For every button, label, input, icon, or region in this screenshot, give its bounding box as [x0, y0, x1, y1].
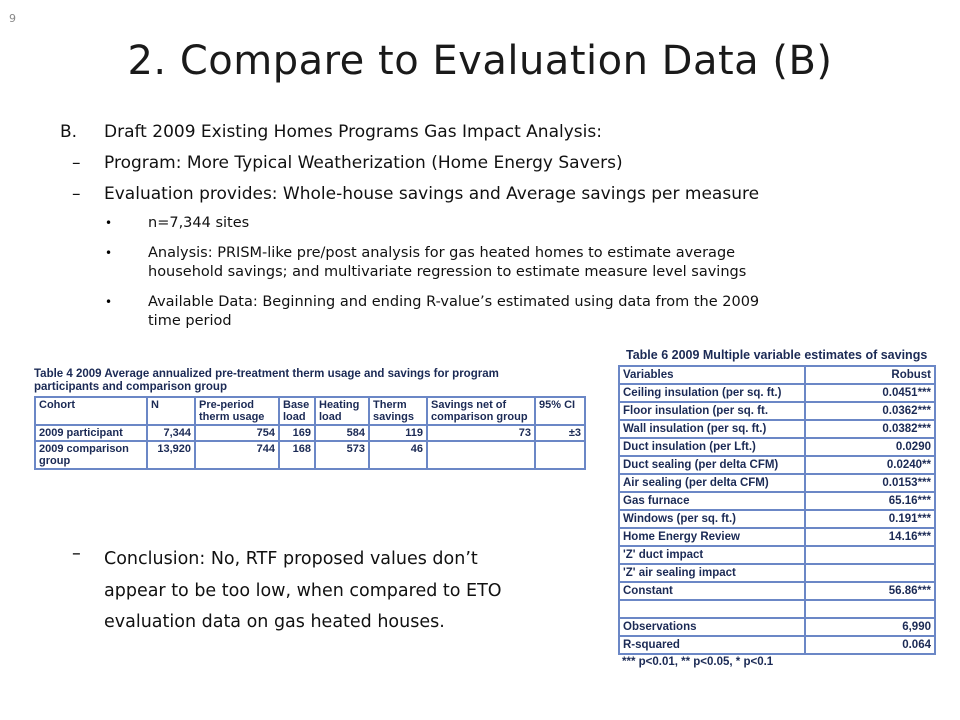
heading-marker: B. — [60, 122, 78, 142]
bullet-line: Available Data: Beginning and ending R-value’s estimated using data from the 2009 — [148, 294, 760, 310]
bullet-marker: • — [105, 295, 113, 309]
table-cell: 46 — [369, 441, 427, 469]
table-cell: 0.0153*** — [805, 474, 935, 492]
table-header-cell: 95% CI — [535, 397, 585, 425]
table-cell: 2009 participant — [35, 425, 147, 441]
table-header-row — [619, 366, 935, 384]
slide-title: 2. Compare to Evaluation Data (B) — [127, 38, 833, 84]
dash-marker: – — [72, 153, 81, 173]
table-cell: 0.0290 — [805, 438, 935, 456]
conclusion-marker: – — [72, 544, 81, 564]
table-cell: Air sealing (per delta CFM) — [619, 474, 805, 492]
table-row — [619, 636, 935, 654]
table-header-cell: Pre-period therm usage — [195, 397, 279, 425]
table-header-cell: Cohort — [35, 397, 147, 425]
table-cell: 169 — [279, 425, 315, 441]
table-cell: 0.0240** — [805, 456, 935, 474]
bullet-sites — [148, 214, 249, 233]
table-cell: 'Z' air sealing impact — [619, 564, 805, 582]
table4 — [34, 396, 586, 470]
table-row — [619, 420, 935, 438]
bullet-marker: • — [105, 216, 113, 230]
table-row — [619, 456, 935, 474]
table-cell: 13,920 — [147, 441, 195, 469]
table6-figure — [608, 343, 958, 668]
table-cell: Home Energy Review — [619, 528, 805, 546]
bullet-available-data — [148, 293, 759, 331]
table-row — [619, 384, 935, 402]
table-cell: 0.064 — [805, 636, 935, 654]
conclusion-line: appear to be too low, when compared to ETO — [104, 580, 502, 601]
table-header-cell: Heating load — [315, 397, 369, 425]
bullet-line: n=7,344 sites — [148, 215, 250, 231]
table-row — [619, 582, 935, 600]
table-row — [35, 441, 585, 469]
table-cell — [619, 600, 805, 618]
table-header-cell: Therm savings — [369, 397, 427, 425]
table-row — [619, 492, 935, 510]
table-cell: 573 — [315, 441, 369, 469]
bullet-line: time period — [148, 313, 232, 329]
table-cell: 14.16*** — [805, 528, 935, 546]
table-row — [619, 564, 935, 582]
conclusion-line: Conclusion: No, RTF proposed values don’t — [104, 549, 478, 569]
table-cell: 0.0382*** — [805, 420, 935, 438]
table-cell: Ceiling insulation (per sq. ft.) — [619, 384, 805, 402]
table-cell — [805, 600, 935, 618]
table-cell: 'Z' duct impact — [619, 546, 805, 564]
table-cell: 0.0451*** — [805, 384, 935, 402]
dash-program: Program: More Typical Weatherization (Home Energy Savers) — [104, 153, 623, 173]
table-cell: Duct sealing (per delta CFM) — [619, 456, 805, 474]
table-cell: Duct insulation (per Lft.) — [619, 438, 805, 456]
table-cell: 7,344 — [147, 425, 195, 441]
table-header-cell: Base load — [279, 397, 315, 425]
table-cell: Wall insulation (per sq. ft.) — [619, 420, 805, 438]
table-header-cell: N — [147, 397, 195, 425]
table-cell — [805, 546, 935, 564]
table-cell — [805, 564, 935, 582]
table-row — [619, 510, 935, 528]
table-cell: Constant — [619, 582, 805, 600]
table4-figure — [34, 368, 596, 483]
table-cell: 56.86*** — [805, 582, 935, 600]
table-cell: 6,990 — [805, 618, 935, 636]
dash-marker: – — [72, 184, 81, 204]
table-row — [619, 474, 935, 492]
table-row — [619, 402, 935, 420]
table-cell: 754 — [195, 425, 279, 441]
table-row — [619, 438, 935, 456]
table6-footnote: *** p<0.01, ** p<0.05, * p<0.1 — [622, 656, 774, 668]
bullet-analysis — [148, 244, 746, 282]
table-cell: ±3 — [535, 425, 585, 441]
table6-caption: Table 6 2009 Multiple variable estimates of savings — [626, 348, 928, 362]
table-cell: 0.191*** — [805, 510, 935, 528]
table-cell: 2009 comparison group — [35, 441, 147, 469]
table-cell: 744 — [195, 441, 279, 469]
table-cell: 584 — [315, 425, 369, 441]
table-cell: Observations — [619, 618, 805, 636]
table-cell — [535, 441, 585, 469]
table-cell: 65.16*** — [805, 492, 935, 510]
table-row — [619, 546, 935, 564]
table-header-cell: Robust — [805, 366, 935, 384]
table-cell: 168 — [279, 441, 315, 469]
table-cell: 119 — [369, 425, 427, 441]
conclusion-text — [104, 544, 502, 639]
table-row — [35, 425, 585, 441]
table-cell — [427, 441, 535, 469]
table-header-cell: Savings net of comparison group — [427, 397, 535, 425]
bullet-line: household savings; and multivariate regression to estimate measure level savings — [148, 264, 747, 280]
conclusion-line: evaluation data on gas heated houses. — [104, 612, 445, 632]
slide-number: 9 — [9, 12, 16, 25]
bullet-line: Analysis: PRISM-like pre/post analysis for gas heated homes to estimate average — [148, 245, 736, 261]
table-row — [619, 600, 935, 618]
heading-text: Draft 2009 Existing Homes Programs Gas Impact Analysis: — [104, 122, 602, 142]
table-header-cell: Variables — [619, 366, 805, 384]
table-row — [619, 618, 935, 636]
dash-evaluation: Evaluation provides: Whole-house savings and Average savings per measure — [104, 184, 760, 204]
table-cell: 73 — [427, 425, 535, 441]
bullet-marker: • — [105, 246, 113, 260]
table6 — [618, 365, 936, 655]
table-row — [619, 528, 935, 546]
table-cell: R-squared — [619, 636, 805, 654]
table4-caption: Table 4 2009 Average annualized pre-treatment therm usage and savings for program participants and comparison group — [34, 368, 499, 393]
table-cell: Windows (per sq. ft.) — [619, 510, 805, 528]
table-cell: Gas furnace — [619, 492, 805, 510]
table-header-row — [35, 397, 585, 425]
table-cell: 0.0362*** — [805, 402, 935, 420]
table-cell: Floor insulation (per sq. ft. — [619, 402, 805, 420]
